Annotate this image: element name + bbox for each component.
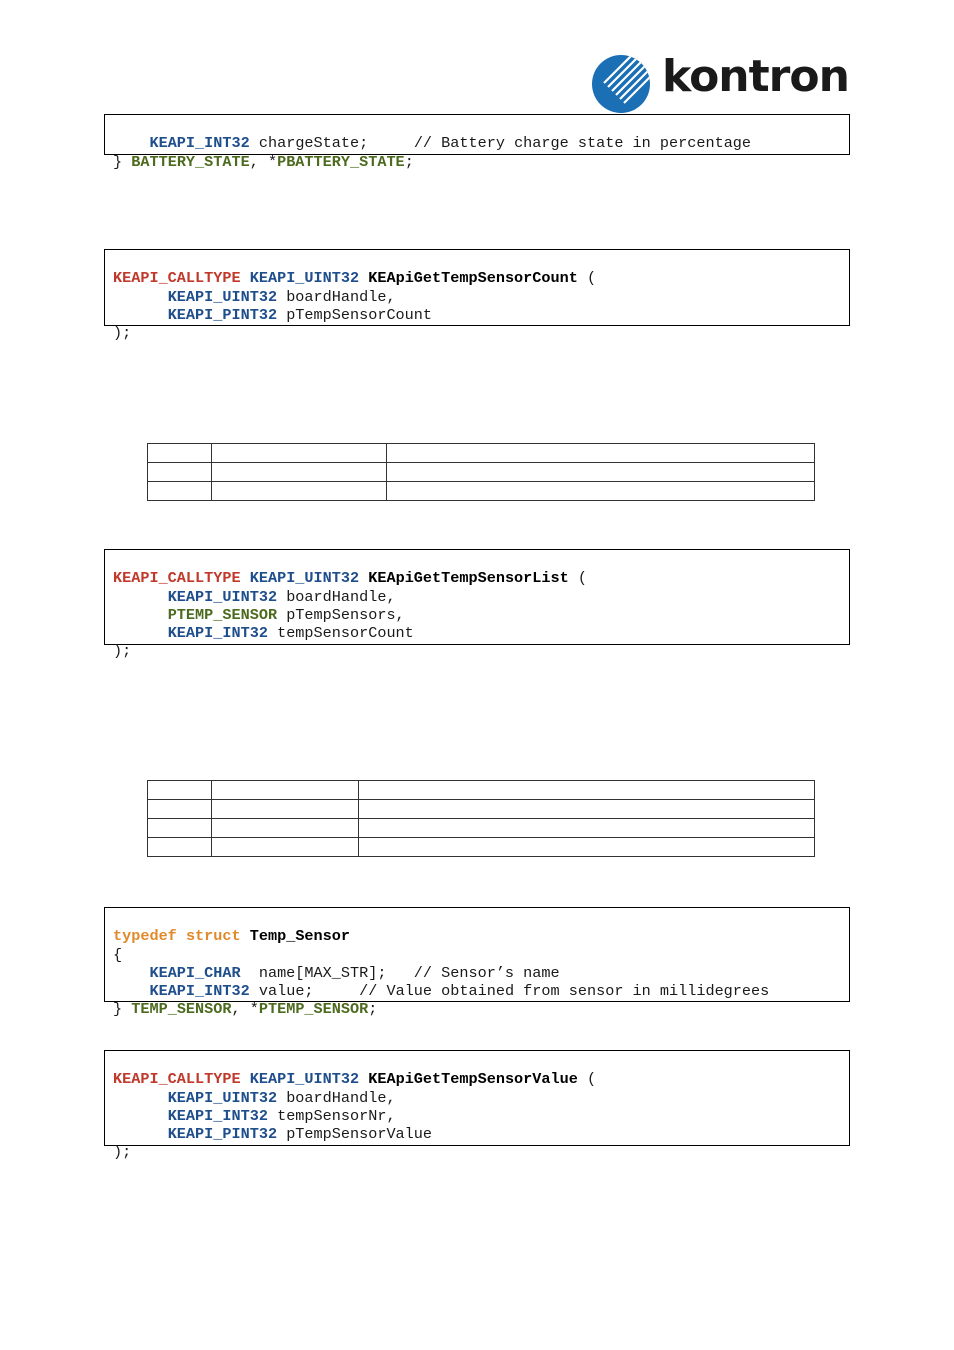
struct-keyword: struct: [185, 927, 241, 946]
separator: , *: [249, 152, 278, 171]
semicolon: ;: [368, 1000, 378, 1019]
field-name: value;: [258, 982, 314, 1001]
separator: , *: [231, 1000, 259, 1019]
param-name: boardHandle,: [286, 587, 396, 606]
close-paren: );: [113, 642, 132, 661]
parameter-table-1: [147, 443, 815, 501]
param-name: tempSensorNr,: [277, 1106, 396, 1125]
table-cell: [359, 800, 815, 819]
param-type: PTEMP_SENSOR: [167, 605, 278, 624]
code-block-get-temp-sensor-value: [104, 1050, 850, 1162]
open-paren: (: [586, 1070, 597, 1089]
semicolon: ;: [404, 152, 414, 171]
param-type: KEAPI_PINT32: [167, 1125, 278, 1144]
param-name: pTempSensors,: [286, 605, 405, 624]
parameter-table-2: [147, 780, 815, 857]
table-cell: [212, 781, 359, 800]
code-comment: // Battery charge state in percentage: [413, 134, 752, 153]
code-block-get-temp-sensor-list: [104, 549, 850, 661]
field-name: chargeState;: [258, 134, 369, 153]
param-name: boardHandle,: [286, 287, 396, 306]
table-cell: [212, 819, 359, 838]
code-block-get-temp-sensor-count: [104, 249, 850, 343]
code-block-battery-state: [104, 114, 850, 171]
field-name: name[MAX_STR];: [258, 963, 387, 982]
code-comment: // Sensor’s name: [413, 963, 560, 982]
function-name: KEApiGetTempSensorValue: [368, 1070, 578, 1089]
close-paren: );: [113, 324, 132, 343]
struct-pointer-type-token: PBATTERY_STATE: [277, 152, 405, 171]
return-type-token: KEAPI_UINT32: [249, 569, 360, 588]
table-cell: [148, 781, 212, 800]
function-name: KEApiGetTempSensorList: [368, 569, 569, 588]
open-brace: {: [113, 945, 123, 964]
struct-type-token: BATTERY_STATE: [131, 152, 250, 171]
param-type: KEAPI_UINT32: [167, 287, 278, 306]
table-cell: [359, 819, 815, 838]
field-type: KEAPI_CHAR: [149, 963, 241, 982]
kontron-globe-icon: [590, 53, 652, 115]
open-paren: (: [577, 569, 587, 588]
table-cell: [148, 463, 212, 482]
typedef-keyword: typedef: [113, 927, 177, 946]
table-cell: [148, 819, 212, 838]
calltype-token: KEAPI_CALLTYPE: [113, 569, 241, 588]
table-cell: [387, 444, 815, 463]
param-type: KEAPI_PINT32: [167, 305, 278, 324]
struct-pointer-type-token: PTEMP_SENSOR: [258, 1000, 369, 1019]
field-type: KEAPI_INT32: [149, 982, 250, 1001]
kontron-logo: [590, 53, 866, 113]
logo-wordmark: kontron: [662, 51, 849, 102]
param-type: KEAPI_INT32: [167, 624, 268, 643]
brace: }: [113, 152, 123, 171]
struct-name: Temp_Sensor: [249, 927, 351, 946]
calltype-token: KEAPI_CALLTYPE: [113, 1070, 241, 1089]
open-paren: (: [586, 269, 597, 288]
table-cell: [387, 463, 815, 482]
param-name: boardHandle,: [286, 1088, 396, 1107]
code-block-temp-sensor-struct: [104, 907, 850, 1019]
table-cell: [212, 444, 387, 463]
table-row: [148, 463, 815, 482]
param-type: KEAPI_UINT32: [167, 587, 278, 606]
param-type: KEAPI_INT32: [167, 1106, 268, 1125]
table-row: [148, 482, 815, 501]
table-row: [148, 819, 815, 838]
param-name: pTempSensorCount: [286, 305, 433, 324]
table-row: [148, 444, 815, 463]
param-name: pTempSensorValue: [286, 1125, 433, 1144]
table-cell: [212, 463, 387, 482]
calltype-token: KEAPI_CALLTYPE: [113, 269, 241, 288]
return-type-token: KEAPI_UINT32: [249, 269, 360, 288]
table-cell: [359, 781, 815, 800]
code-comment: // Value obtained from sensor in millidegrees: [359, 982, 770, 1001]
param-name: tempSensorCount: [277, 624, 414, 643]
table-row: [148, 800, 815, 819]
table-cell: [212, 482, 387, 501]
table-row: [148, 838, 815, 857]
table-cell: [212, 800, 359, 819]
type-token: KEAPI_INT32: [149, 134, 250, 153]
table-cell: [387, 482, 815, 501]
table-cell: [148, 444, 212, 463]
table-cell: [148, 838, 212, 857]
struct-type-token: TEMP_SENSOR: [131, 1000, 232, 1019]
function-name: KEApiGetTempSensorCount: [368, 269, 578, 288]
table-cell: [212, 838, 359, 857]
table-row: [148, 781, 815, 800]
param-type: KEAPI_UINT32: [167, 1088, 278, 1107]
table-cell: [359, 838, 815, 857]
close-brace: }: [113, 1000, 123, 1019]
close-paren: );: [113, 1143, 132, 1162]
table-cell: [148, 800, 212, 819]
table-cell: [148, 482, 212, 501]
return-type-token: KEAPI_UINT32: [249, 1070, 360, 1089]
